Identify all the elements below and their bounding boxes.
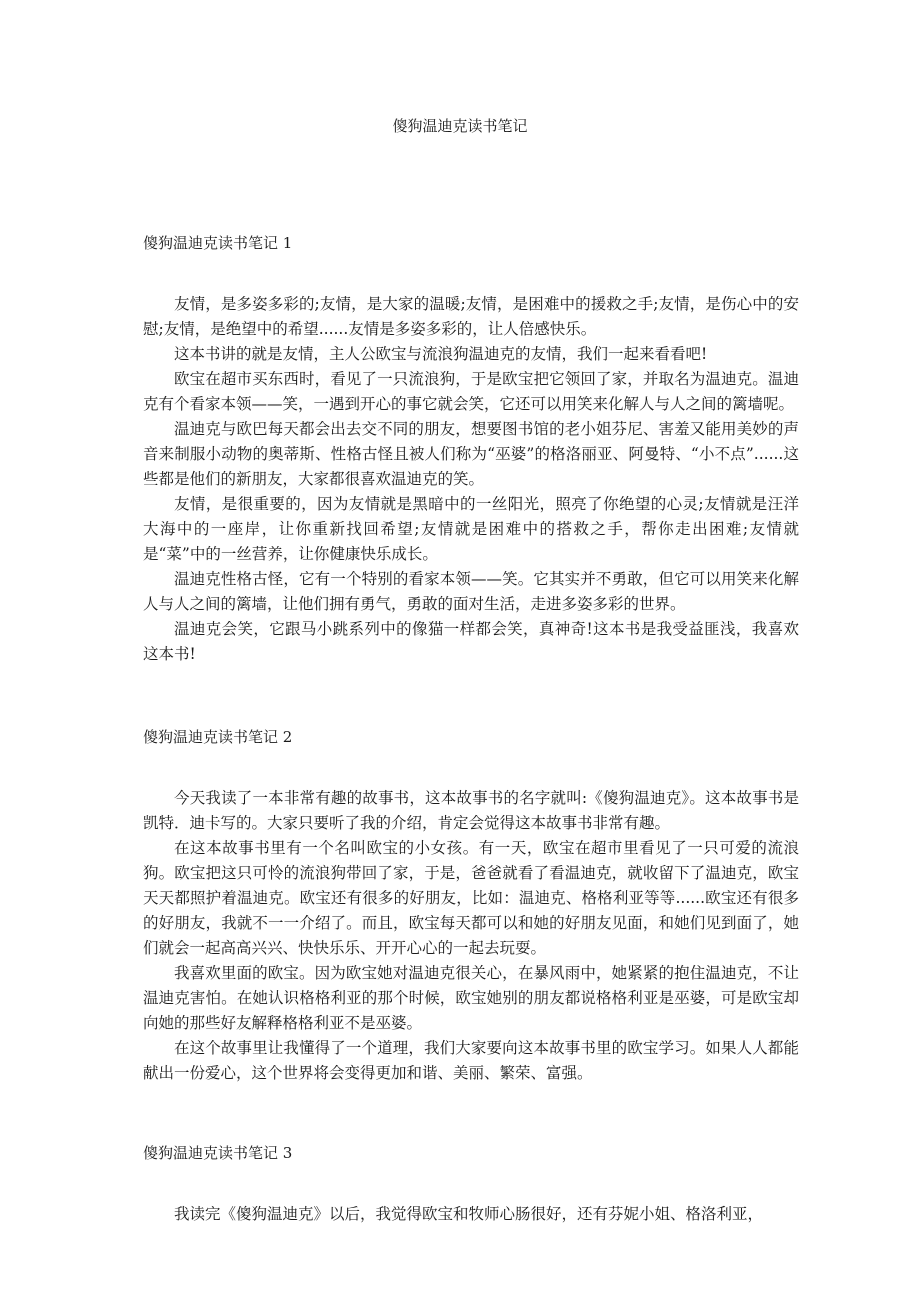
section-heading: 傻狗温迪克读书笔记 3: [143, 1144, 293, 1162]
section-heading: 傻狗温迪克读书笔记 2: [143, 728, 293, 746]
paragraph: 温迪克性格古怪，它有一个特别的看家本领——笑。它其实并不勇敢，但它可以用笑来化解人与人之间的篱墙，让他们拥有勇气，勇敢的面对生活，走进多姿多彩的世界。: [143, 570, 799, 613]
paragraph: 友情，是很重要的，因为友情就是黑暗中的一丝阳光，照亮了你绝望的心灵;友情就是汪洋大海中的一座岸，让你重新找回希望;友情就是困难中的搭救之手，帮你走出困难;友情就是“菜”中的一丝营养，让你健康快乐成长。: [143, 495, 799, 563]
section-body: [143, 292, 799, 667]
paragraph: 温迪克与欧巴每天都会出去交不同的朋友，想要图书馆的老小姐芬尼、害羞又能用美妙的声音来制服小动物的奥蒂斯、性格古怪且被人们称为“巫婆”的格洛丽亚、阿曼特、“小不点”......这些都是他们的新朋友，大家都很喜欢温迪克的笑。: [143, 420, 799, 488]
paragraph: 欧宝在超市买东西时，看见了一只流浪狗，于是欧宝把它领回了家，并取名为温迪克。温迪克有个看家本领——笑，一遇到开心的事它就会笑，它还可以用笑来化解人与人之间的篱墙呢。: [143, 370, 799, 413]
note-section-3: [143, 1143, 799, 1227]
document-title: 傻狗温迪克读书笔记: [392, 117, 528, 135]
paragraph: 我喜欢里面的欧宝。因为欧宝她对温迪克很关心，在暴风雨中，她紧紧的抱住温迪克，不让温迪克害怕。在她认识格格利亚的那个时候，欧宝她别的朋友都说格格利亚是巫婆，可是欧宝却向她的那些好友解释格格利亚不是巫婆。: [143, 964, 799, 1032]
paragraph: 温迪克会笑，它跟马小跳系列中的像猫一样都会笑，真神奇!这本书是我受益匪浅，我喜欢这本书!: [143, 620, 799, 663]
paragraph: 在这个故事里让我懂得了一个道理，我们大家要向这本故事书里的欧宝学习。如果人人都能献出一份爱心，这个世界将会变得更加和谐、美丽、繁荣、富强。: [143, 1039, 799, 1082]
section-heading: 傻狗温迪克读书笔记 1: [143, 234, 293, 252]
note-section-1: [143, 233, 799, 667]
section-body: [143, 786, 799, 1086]
paragraph: 我读完《傻狗温迪克》以后，我觉得欧宝和牧师心肠很好，还有芬妮小姐、格洛利亚，: [174, 1205, 764, 1223]
paragraph: 今天我读了一本非常有趣的故事书，这本故事书的名字就叫:《傻狗温迪克》。这本故事书是凯特．迪卡写的。大家只要听了我的介绍，肯定会觉得这本故事书非常有趣。: [143, 789, 799, 832]
section-body: [143, 1202, 799, 1227]
paragraph: 这本书讲的就是友情，主人公欧宝与流浪狗温迪克的友情，我们一起来看看吧!: [174, 345, 708, 363]
paragraph: 友情，是多姿多彩的;友情，是大家的温暖;友情，是困难中的援救之手;友情，是伤心中的安慰;友情，是绝望中的希望......友情是多姿多彩的，让人倍感快乐。: [143, 295, 799, 338]
paragraph: 在这本故事书里有一个名叫欧宝的小女孩。有一天，欧宝在超市里看见了一只可爱的流浪狗。欧宝把这只可怜的流浪狗带回了家，于是，爸爸就看了看温迪克，就收留下了温迪克，欧宝天天都照护着温迪克。欧宝还有很多的好朋友，比如：温迪克、格格利亚等等......欧宝还有很多的好朋友，我就不一一介绍了。而且，欧宝每天都可以和她的好朋友见面，和她们见到面了，她们就会一起高高兴兴、快快乐乐、开开心心的一起去玩耍。: [143, 839, 799, 957]
note-section-2: [143, 727, 799, 1086]
